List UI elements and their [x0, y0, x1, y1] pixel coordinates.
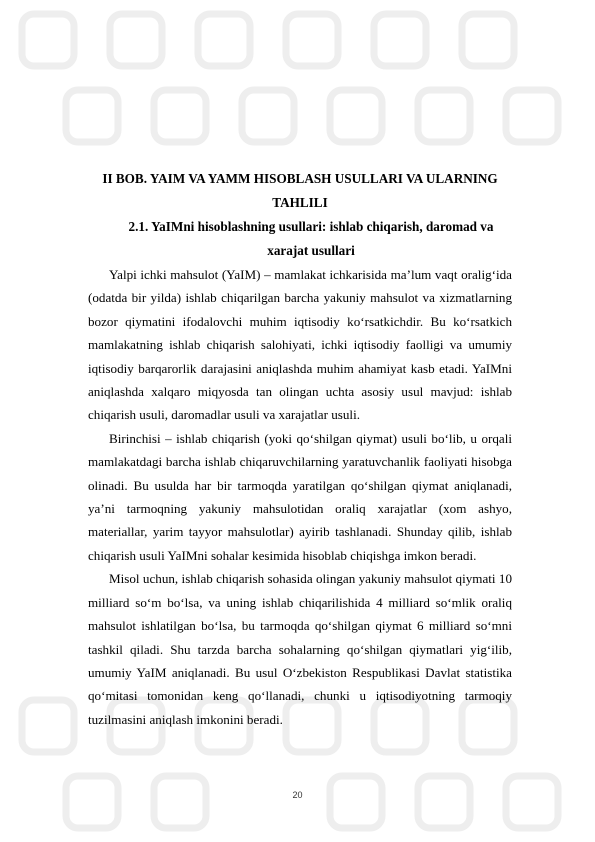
paragraph-3: Misol uchun, ishlab chiqarish sohasida olingan yakuniy mahsulot qiymati 10 milliard so‘m bo‘lsa, va uning ishlab chiqarilishida 4 milliard so‘mlik oraliq mahsulot ishlatilgan bo‘lsa, bu tarmoqda qo‘shilgan qiymat 6 milliard so‘mni tashkil qiladi. Shu tarzda barcha sohalarning qo‘shilgan qiymatlari yig‘ilib, umumiy YaIM aniqlanadi. Bu usul O‘zbekiston Respublikasi Davlat statistika qo‘mitasi tomonidan keng qo‘llanadi, chunki u iqtisodiyotning tarmoqiy tuzilmasini aniqlash imkonini beradi.	[88, 571, 512, 727]
section-title: 2.1. YaIMni hisoblashning usullari: ishlab chiqarish, daromad va xarajat usullari	[128, 219, 494, 258]
chapter-title: II BOB. YAIM VA YAMM HISOBLASH USULLARI VA ULARNING TAHLILI	[102, 171, 498, 210]
document-page	[88, 167, 512, 731]
paragraph-1: Yalpi ichki mahsulot (YaIM) – mamlakat ichkarisida ma’lum vaqt oralig‘ida (odatda bir yilda) ishlab chiqarilgan barcha yakuniy mahsulot va xizmatlarning bozor qiymatini ifodalovchi muhim iqtisodiy ko‘rsatkichdir. Bu ko‘rsatkich mamlakatning ishlab chiqarish salohiyati, ichki iqtisodiy faolligi va umumiy iqtisodiy barqarorlik darajasini aniqlashda muhim ahamiyat kasb etadi. YaIMni aniqlashda xalqaro miqyosda tan olingan uchta asosiy usul mavjud: ishlab chiqarish usuli, daromadlar usuli va xarajatlar usuli.	[88, 267, 512, 423]
page-number: 20	[292, 790, 303, 800]
paragraph-2: Birinchisi – ishlab chiqarish (yoki qo‘shilgan qiymat) usuli bo‘lib, u orqali mamlakatdagi barcha ishlab chiqaruvchilarning yaratuvchanlik faoliyati hisobga olinadi. Bu usulda har bir tarmoqda yaratilgan qo‘shilgan qiymat aniqlanadi, ya’ni tarmoqning yakuniy mahsulotidan oraliq xarajatlar (xom ashyo, materiallar, yarim tayyor mahsulotlar) ayirib tashlanadi. Shunday qilib, ishlab chiqarish usuli YaIMni sohalar kesimida hisoblab chiqishga imkon beradi.	[88, 430, 512, 563]
